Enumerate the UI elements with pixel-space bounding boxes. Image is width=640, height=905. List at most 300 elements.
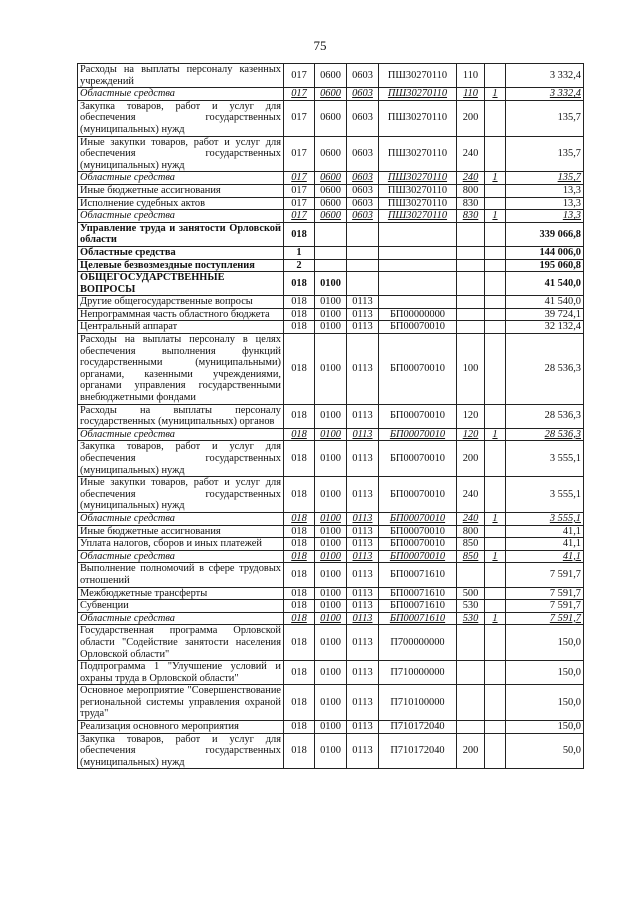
cell-source bbox=[485, 587, 506, 600]
cell-subsection-code: 0113 bbox=[347, 587, 379, 600]
cell-target-article: ПШ30270110 bbox=[379, 172, 457, 185]
cell-amount: 150,0 bbox=[506, 685, 584, 721]
cell-source bbox=[485, 441, 506, 477]
table-row bbox=[78, 612, 584, 625]
cell-subsection-code: 0113 bbox=[347, 600, 379, 613]
cell-name: Реализация основного мероприятия bbox=[78, 721, 284, 734]
table-row bbox=[78, 100, 584, 136]
cell-source bbox=[485, 272, 506, 296]
cell-expense-type bbox=[457, 661, 485, 685]
cell-subsection-code: 0113 bbox=[347, 625, 379, 661]
cell-target-article: БП00070010 bbox=[379, 334, 457, 405]
cell-target-article: БП00070010 bbox=[379, 477, 457, 513]
cell-section-code: 0100 bbox=[315, 685, 347, 721]
cell-source: 1 bbox=[485, 88, 506, 101]
cell-name: Подпрограмма 1 "Улучшение условий и охраны труда в Орловской области" bbox=[78, 661, 284, 685]
cell-admin-code: 018 bbox=[284, 587, 315, 600]
cell-target-article: БП00070010 bbox=[379, 321, 457, 334]
cell-expense-type bbox=[457, 721, 485, 734]
table-row bbox=[78, 733, 584, 769]
cell-expense-type: 110 bbox=[457, 88, 485, 101]
cell-subsection-code: 0113 bbox=[347, 404, 379, 428]
cell-target-article: БП00070010 bbox=[379, 512, 457, 525]
cell-amount: 135,7 bbox=[506, 172, 584, 185]
cell-name: Закупка товаров, работ и услуг для обеспечения государственных (муниципальных) нужд bbox=[78, 733, 284, 769]
table-row bbox=[78, 428, 584, 441]
cell-expense-type: 850 bbox=[457, 538, 485, 551]
cell-name: ОБЩЕГОСУДАРСТВЕННЫЕ ВОПРОСЫ bbox=[78, 272, 284, 296]
cell-section-code: 0100 bbox=[315, 538, 347, 551]
cell-expense-type bbox=[457, 296, 485, 309]
cell-source bbox=[485, 222, 506, 246]
cell-subsection-code: 0113 bbox=[347, 428, 379, 441]
table-row bbox=[78, 685, 584, 721]
cell-admin-code: 018 bbox=[284, 296, 315, 309]
cell-section-code: 0100 bbox=[315, 612, 347, 625]
table-row bbox=[78, 404, 584, 428]
cell-section-code: 0100 bbox=[315, 587, 347, 600]
cell-admin-code: 018 bbox=[284, 661, 315, 685]
cell-expense-type: 530 bbox=[457, 612, 485, 625]
table-row bbox=[78, 441, 584, 477]
cell-expense-type: 200 bbox=[457, 441, 485, 477]
cell-name: Расходы на выплаты персоналу казенных учреждений bbox=[78, 64, 284, 88]
cell-name: Непрограммная часть областного бюджета bbox=[78, 308, 284, 321]
cell-amount: 3 555,1 bbox=[506, 441, 584, 477]
cell-expense-type bbox=[457, 321, 485, 334]
cell-target-article: БП00070010 bbox=[379, 525, 457, 538]
cell-admin-code: 018 bbox=[284, 334, 315, 405]
cell-section-code: 0100 bbox=[315, 428, 347, 441]
cell-name: Областные средства bbox=[78, 246, 284, 259]
cell-subsection-code: 0603 bbox=[347, 184, 379, 197]
cell-source bbox=[485, 685, 506, 721]
cell-admin-code: 018 bbox=[284, 512, 315, 525]
cell-name: Субвенции bbox=[78, 600, 284, 613]
cell-target-article: БП00000000 bbox=[379, 308, 457, 321]
cell-amount: 135,7 bbox=[506, 100, 584, 136]
cell-target-article: ПШ30270110 bbox=[379, 197, 457, 210]
cell-section-code: 0600 bbox=[315, 210, 347, 223]
cell-admin-code: 018 bbox=[284, 321, 315, 334]
cell-source bbox=[485, 184, 506, 197]
cell-admin-code: 018 bbox=[284, 733, 315, 769]
cell-expense-type: 240 bbox=[457, 477, 485, 513]
cell-expense-type: 830 bbox=[457, 197, 485, 210]
cell-admin-code: 018 bbox=[284, 538, 315, 551]
table-row bbox=[78, 308, 584, 321]
cell-admin-code: 018 bbox=[284, 625, 315, 661]
cell-subsection-code: 0603 bbox=[347, 100, 379, 136]
cell-amount: 41 540,0 bbox=[506, 272, 584, 296]
cell-section-code: 0100 bbox=[315, 308, 347, 321]
cell-subsection-code: 0113 bbox=[347, 525, 379, 538]
cell-target-article: П710172040 bbox=[379, 721, 457, 734]
cell-section-code: 0100 bbox=[315, 296, 347, 309]
cell-section-code: 0100 bbox=[315, 477, 347, 513]
cell-expense-type bbox=[457, 259, 485, 272]
table-row bbox=[78, 600, 584, 613]
cell-expense-type: 110 bbox=[457, 64, 485, 88]
cell-section-code: 0100 bbox=[315, 525, 347, 538]
cell-admin-code: 018 bbox=[284, 428, 315, 441]
cell-amount: 144 006,0 bbox=[506, 246, 584, 259]
cell-expense-type: 500 bbox=[457, 587, 485, 600]
cell-name: Закупка товаров, работ и услуг для обеспечения государственных (муниципальных) нужд bbox=[78, 441, 284, 477]
cell-subsection-code: 0113 bbox=[347, 512, 379, 525]
cell-admin-code: 018 bbox=[284, 222, 315, 246]
cell-section-code: 0100 bbox=[315, 550, 347, 563]
cell-subsection-code: 0113 bbox=[347, 441, 379, 477]
table-row bbox=[78, 550, 584, 563]
cell-amount: 41,1 bbox=[506, 538, 584, 551]
cell-name: Областные средства bbox=[78, 612, 284, 625]
cell-source bbox=[485, 625, 506, 661]
cell-amount: 3 332,4 bbox=[506, 64, 584, 88]
cell-section-code: 0600 bbox=[315, 100, 347, 136]
table-row bbox=[78, 88, 584, 101]
cell-target-article: ПШ30270110 bbox=[379, 136, 457, 172]
cell-amount: 13,3 bbox=[506, 197, 584, 210]
cell-name: Закупка товаров, работ и услуг для обеспечения государственных (муниципальных) нужд bbox=[78, 100, 284, 136]
cell-admin-code: 017 bbox=[284, 136, 315, 172]
cell-subsection-code: 0603 bbox=[347, 88, 379, 101]
cell-name: Межбюджетные трансферты bbox=[78, 587, 284, 600]
cell-amount: 195 060,8 bbox=[506, 259, 584, 272]
cell-amount: 7 591,7 bbox=[506, 600, 584, 613]
cell-source bbox=[485, 404, 506, 428]
cell-source: 1 bbox=[485, 210, 506, 223]
cell-section-code: 0600 bbox=[315, 64, 347, 88]
cell-subsection-code: 0603 bbox=[347, 197, 379, 210]
budget-table bbox=[77, 63, 584, 769]
cell-source: 1 bbox=[485, 512, 506, 525]
cell-section-code: 0100 bbox=[315, 334, 347, 405]
table-row bbox=[78, 587, 584, 600]
cell-admin-code: 017 bbox=[284, 184, 315, 197]
cell-admin-code: 1 bbox=[284, 246, 315, 259]
cell-name: Областные средства bbox=[78, 428, 284, 441]
cell-source bbox=[485, 259, 506, 272]
cell-name: Выполнение полномочий в сфере трудовых отношений bbox=[78, 563, 284, 587]
cell-name: Государственная программа Орловской области "Содействие занятости населения Орловской области" bbox=[78, 625, 284, 661]
cell-section-code: 0100 bbox=[315, 512, 347, 525]
cell-source bbox=[485, 733, 506, 769]
cell-expense-type: 240 bbox=[457, 512, 485, 525]
cell-amount: 28 536,3 bbox=[506, 404, 584, 428]
table-row bbox=[78, 661, 584, 685]
cell-admin-code: 018 bbox=[284, 685, 315, 721]
table-row bbox=[78, 272, 584, 296]
cell-subsection-code: 0113 bbox=[347, 334, 379, 405]
cell-source bbox=[485, 136, 506, 172]
cell-amount: 41,1 bbox=[506, 525, 584, 538]
table-row bbox=[78, 625, 584, 661]
page-number: 75 bbox=[313, 38, 327, 53]
cell-source bbox=[485, 321, 506, 334]
cell-expense-type: 240 bbox=[457, 172, 485, 185]
cell-subsection-code: 0603 bbox=[347, 136, 379, 172]
cell-subsection-code: 0113 bbox=[347, 308, 379, 321]
cell-expense-type: 800 bbox=[457, 525, 485, 538]
cell-source: 1 bbox=[485, 612, 506, 625]
cell-amount: 28 536,3 bbox=[506, 428, 584, 441]
cell-admin-code: 018 bbox=[284, 550, 315, 563]
cell-section-code: 0100 bbox=[315, 404, 347, 428]
cell-source: 1 bbox=[485, 172, 506, 185]
cell-amount: 339 066,8 bbox=[506, 222, 584, 246]
table-row bbox=[78, 64, 584, 88]
cell-source bbox=[485, 477, 506, 513]
cell-subsection-code bbox=[347, 272, 379, 296]
cell-admin-code: 018 bbox=[284, 721, 315, 734]
cell-admin-code: 2 bbox=[284, 259, 315, 272]
cell-subsection-code bbox=[347, 246, 379, 259]
cell-amount: 3 332,4 bbox=[506, 88, 584, 101]
cell-subsection-code: 0603 bbox=[347, 172, 379, 185]
cell-amount: 150,0 bbox=[506, 625, 584, 661]
cell-amount: 41,1 bbox=[506, 550, 584, 563]
cell-target-article: БП00070010 bbox=[379, 441, 457, 477]
cell-subsection-code: 0113 bbox=[347, 538, 379, 551]
cell-source bbox=[485, 64, 506, 88]
cell-name: Расходы на выплаты персоналу государственных (муниципальных) органов bbox=[78, 404, 284, 428]
cell-name: Исполнение судебных актов bbox=[78, 197, 284, 210]
cell-section-code: 0600 bbox=[315, 136, 347, 172]
cell-target-article: ПШ30270110 bbox=[379, 210, 457, 223]
cell-section-code: 0100 bbox=[315, 733, 347, 769]
cell-section-code: 0100 bbox=[315, 321, 347, 334]
cell-subsection-code bbox=[347, 259, 379, 272]
cell-target-article: БП00070010 bbox=[379, 404, 457, 428]
cell-amount: 3 555,1 bbox=[506, 512, 584, 525]
cell-admin-code: 017 bbox=[284, 100, 315, 136]
cell-subsection-code: 0113 bbox=[347, 733, 379, 769]
cell-expense-type: 800 bbox=[457, 184, 485, 197]
cell-subsection-code: 0113 bbox=[347, 296, 379, 309]
cell-source bbox=[485, 296, 506, 309]
cell-name: Иные бюджетные ассигнования bbox=[78, 184, 284, 197]
cell-target-article: ПШ30270110 bbox=[379, 64, 457, 88]
cell-admin-code: 017 bbox=[284, 88, 315, 101]
cell-target-article bbox=[379, 222, 457, 246]
cell-expense-type bbox=[457, 246, 485, 259]
cell-section-code bbox=[315, 259, 347, 272]
cell-amount: 150,0 bbox=[506, 721, 584, 734]
cell-admin-code: 017 bbox=[284, 197, 315, 210]
cell-section-code: 0600 bbox=[315, 172, 347, 185]
cell-admin-code: 018 bbox=[284, 272, 315, 296]
cell-target-article: БП00071610 bbox=[379, 587, 457, 600]
cell-name: Целевые безвозмездные поступления bbox=[78, 259, 284, 272]
cell-admin-code: 018 bbox=[284, 600, 315, 613]
cell-section-code: 0100 bbox=[315, 721, 347, 734]
cell-expense-type: 100 bbox=[457, 334, 485, 405]
cell-admin-code: 017 bbox=[284, 64, 315, 88]
cell-subsection-code: 0113 bbox=[347, 661, 379, 685]
cell-amount: 13,3 bbox=[506, 184, 584, 197]
cell-section-code: 0600 bbox=[315, 197, 347, 210]
cell-section-code: 0100 bbox=[315, 600, 347, 613]
table-row bbox=[78, 246, 584, 259]
cell-source bbox=[485, 197, 506, 210]
cell-section-code: 0600 bbox=[315, 184, 347, 197]
cell-target-article: П710172040 bbox=[379, 733, 457, 769]
table-row bbox=[78, 296, 584, 309]
table-row bbox=[78, 197, 584, 210]
cell-expense-type: 120 bbox=[457, 428, 485, 441]
cell-target-article bbox=[379, 246, 457, 259]
budget-table-body bbox=[78, 64, 584, 769]
cell-target-article: БП00070010 bbox=[379, 538, 457, 551]
cell-target-article: П710000000 bbox=[379, 661, 457, 685]
cell-name: Областные средства bbox=[78, 172, 284, 185]
cell-target-article: БП00071610 bbox=[379, 612, 457, 625]
table-row bbox=[78, 721, 584, 734]
cell-source bbox=[485, 600, 506, 613]
table-row bbox=[78, 477, 584, 513]
cell-amount: 28 536,3 bbox=[506, 334, 584, 405]
cell-expense-type bbox=[457, 685, 485, 721]
cell-target-article bbox=[379, 296, 457, 309]
cell-subsection-code: 0603 bbox=[347, 210, 379, 223]
cell-amount: 13,3 bbox=[506, 210, 584, 223]
cell-target-article: БП00071610 bbox=[379, 563, 457, 587]
cell-section-code: 0100 bbox=[315, 272, 347, 296]
cell-target-article: ПШ30270110 bbox=[379, 184, 457, 197]
cell-name: Центральный аппарат bbox=[78, 321, 284, 334]
cell-target-article: П710100000 bbox=[379, 685, 457, 721]
cell-name: Управление труда и занятости Орловской области bbox=[78, 222, 284, 246]
cell-amount: 7 591,7 bbox=[506, 563, 584, 587]
cell-admin-code: 018 bbox=[284, 441, 315, 477]
table-row bbox=[78, 538, 584, 551]
cell-source bbox=[485, 100, 506, 136]
cell-target-article bbox=[379, 259, 457, 272]
table-row bbox=[78, 321, 584, 334]
cell-name: Иные закупки товаров, работ и услуг для обеспечения государственных (муниципальных) нужд bbox=[78, 136, 284, 172]
table-row bbox=[78, 259, 584, 272]
table-row bbox=[78, 563, 584, 587]
cell-name: Расходы на выплаты персоналу в целях обеспечения выполнения функций государственными (муниципальными) органами, казенными учреждениями, органами управления государственными внебюджетными фондами bbox=[78, 334, 284, 405]
cell-name: Другие общегосударственные вопросы bbox=[78, 296, 284, 309]
cell-subsection-code: 0113 bbox=[347, 550, 379, 563]
cell-section-code: 0100 bbox=[315, 661, 347, 685]
cell-target-article: П700000000 bbox=[379, 625, 457, 661]
cell-admin-code: 018 bbox=[284, 525, 315, 538]
cell-admin-code: 018 bbox=[284, 308, 315, 321]
cell-section-code: 0100 bbox=[315, 563, 347, 587]
cell-name: Областные средства bbox=[78, 88, 284, 101]
cell-name: Областные средства bbox=[78, 550, 284, 563]
cell-source bbox=[485, 563, 506, 587]
cell-amount: 7 591,7 bbox=[506, 612, 584, 625]
cell-amount: 3 555,1 bbox=[506, 477, 584, 513]
cell-expense-type bbox=[457, 563, 485, 587]
cell-subsection-code: 0113 bbox=[347, 685, 379, 721]
cell-amount: 41 540,0 bbox=[506, 296, 584, 309]
table-row bbox=[78, 512, 584, 525]
table-row bbox=[78, 172, 584, 185]
table-row bbox=[78, 184, 584, 197]
cell-subsection-code bbox=[347, 222, 379, 246]
cell-target-article: БП00070010 bbox=[379, 428, 457, 441]
cell-amount: 150,0 bbox=[506, 661, 584, 685]
cell-expense-type bbox=[457, 222, 485, 246]
cell-subsection-code: 0113 bbox=[347, 563, 379, 587]
cell-target-article: ПШ30270110 bbox=[379, 100, 457, 136]
cell-target-article: БП00071610 bbox=[379, 600, 457, 613]
cell-subsection-code: 0113 bbox=[347, 477, 379, 513]
cell-admin-code: 018 bbox=[284, 477, 315, 513]
cell-name: Иные бюджетные ассигнования bbox=[78, 525, 284, 538]
table-row bbox=[78, 136, 584, 172]
cell-admin-code: 017 bbox=[284, 210, 315, 223]
cell-section-code: 0100 bbox=[315, 441, 347, 477]
cell-expense-type: 850 bbox=[457, 550, 485, 563]
cell-expense-type bbox=[457, 272, 485, 296]
cell-expense-type bbox=[457, 308, 485, 321]
cell-subsection-code: 0603 bbox=[347, 64, 379, 88]
cell-expense-type: 120 bbox=[457, 404, 485, 428]
cell-source bbox=[485, 334, 506, 405]
cell-amount: 50,0 bbox=[506, 733, 584, 769]
cell-expense-type: 830 bbox=[457, 210, 485, 223]
cell-section-code bbox=[315, 222, 347, 246]
cell-target-article bbox=[379, 272, 457, 296]
table-row bbox=[78, 334, 584, 405]
table-row bbox=[78, 222, 584, 246]
cell-name: Основное мероприятие "Совершенствование региональной системы управления охраной труда" bbox=[78, 685, 284, 721]
cell-target-article: ПШ30270110 bbox=[379, 88, 457, 101]
cell-section-code: 0600 bbox=[315, 88, 347, 101]
cell-name: Иные закупки товаров, работ и услуг для обеспечения государственных (муниципальных) нужд bbox=[78, 477, 284, 513]
cell-section-code bbox=[315, 246, 347, 259]
cell-expense-type: 240 bbox=[457, 136, 485, 172]
cell-amount: 135,7 bbox=[506, 136, 584, 172]
cell-admin-code: 018 bbox=[284, 563, 315, 587]
cell-expense-type: 530 bbox=[457, 600, 485, 613]
cell-source bbox=[485, 525, 506, 538]
cell-expense-type: 200 bbox=[457, 733, 485, 769]
cell-source bbox=[485, 661, 506, 685]
cell-target-article: БП00070010 bbox=[379, 550, 457, 563]
cell-admin-code: 017 bbox=[284, 172, 315, 185]
cell-source: 1 bbox=[485, 550, 506, 563]
cell-subsection-code: 0113 bbox=[347, 612, 379, 625]
cell-admin-code: 018 bbox=[284, 404, 315, 428]
cell-source: 1 bbox=[485, 428, 506, 441]
cell-source bbox=[485, 538, 506, 551]
cell-source bbox=[485, 246, 506, 259]
cell-admin-code: 018 bbox=[284, 612, 315, 625]
cell-name: Уплата налогов, сборов и иных платежей bbox=[78, 538, 284, 551]
table-row bbox=[78, 210, 584, 223]
cell-subsection-code: 0113 bbox=[347, 721, 379, 734]
cell-expense-type: 200 bbox=[457, 100, 485, 136]
cell-amount: 39 724,1 bbox=[506, 308, 584, 321]
cell-section-code: 0100 bbox=[315, 625, 347, 661]
cell-name: Областные средства bbox=[78, 210, 284, 223]
cell-source bbox=[485, 721, 506, 734]
cell-amount: 32 132,4 bbox=[506, 321, 584, 334]
cell-name: Областные средства bbox=[78, 512, 284, 525]
cell-expense-type bbox=[457, 625, 485, 661]
table-row bbox=[78, 525, 584, 538]
cell-subsection-code: 0113 bbox=[347, 321, 379, 334]
cell-amount: 7 591,7 bbox=[506, 587, 584, 600]
cell-source bbox=[485, 308, 506, 321]
